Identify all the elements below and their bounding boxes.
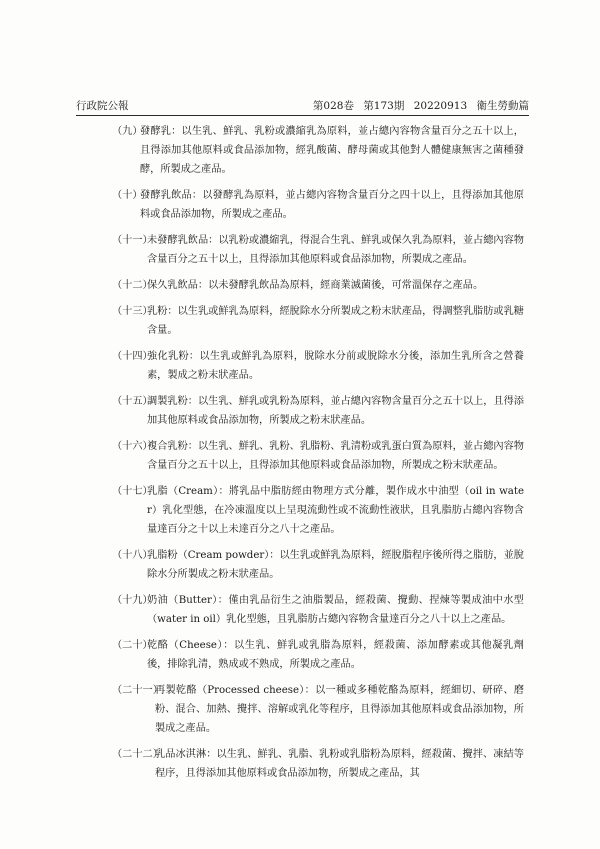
- item-text: 乳脂（Cream）：將乳品中脂肪經由物理方式分離，製作成水中油型（oil in water）乳化型態，在冷凍溫度以上呈現流動性或不流動性液狀，且乳脂肪占總內容物含量達百分之十以上未達百分之八十之產品。: [147, 486, 524, 535]
- list-item: [112, 302, 524, 340]
- list-item: [112, 347, 524, 385]
- item-number: （十）: [112, 190, 143, 201]
- item-text: 乳粉：以生乳或鮮乳為原料，經脫除水分所製成之粉末狀產品，得調整乳脂肪或乳糖含量。: [147, 306, 524, 336]
- item-number: （十三）: [112, 306, 153, 317]
- publication-name: 行政院公報: [76, 100, 129, 112]
- volume-number: 第028卷: [312, 100, 354, 112]
- item-number: （十九）: [112, 595, 153, 606]
- issue-info: [307, 99, 529, 113]
- item-number: （十六）: [112, 441, 153, 452]
- item-number: （十七）: [112, 486, 153, 497]
- list-item: [112, 482, 524, 539]
- list-item: [112, 231, 524, 269]
- list-item: [112, 636, 524, 674]
- list-item: [112, 276, 524, 295]
- item-number: （十四）: [112, 351, 153, 362]
- item-number: （十八）: [112, 550, 153, 561]
- list-item: [112, 745, 524, 783]
- list-item: [112, 392, 524, 430]
- item-number: （九）: [112, 126, 143, 137]
- list-item: [112, 437, 524, 475]
- item-number: （十五）: [112, 396, 153, 407]
- item-text: 乾酪（Cheese）：以生乳、鮮乳或乳脂為原料，經殺菌、添加酵素或其他凝乳劑後，排除乳清，熟成或不熟成，所製成之產品。: [147, 640, 524, 670]
- item-text: 再製乾酪（Processed cheese）：以一種或多種乾酪為原料，經細切、研碎、磨粉、混合、加熱、攪拌、溶解或乳化等程序，且得添加其他原料或食品添加物，所製成之產品。: [155, 685, 524, 734]
- list-item: [112, 591, 524, 629]
- list-item: [112, 681, 524, 738]
- issue-date: 20220913: [413, 100, 468, 112]
- item-number: （二十二）: [112, 749, 163, 760]
- page-header: [76, 99, 529, 116]
- item-number: （二十）: [112, 640, 153, 651]
- section-name: 衛生勞動篇: [476, 100, 529, 112]
- list-item: [112, 186, 524, 224]
- item-text: 奶油（Butter）：僅由乳品衍生之油脂製品，經殺菌、攪動、捏煉等製成油中水型（water in oil）乳化型態，且乳脂肪占總內容物含量達百分之八十以上之產品。: [147, 595, 524, 625]
- item-text: 複合乳粉：以生乳、鮮乳、乳粉、乳脂粉、乳清粉或乳蛋白質為原料，並占總內容物含量百分之五十以上，且得添加其他原料或食品添加物，所製成之粉末狀產品。: [147, 441, 524, 471]
- item-text: 發酵乳：以生乳、鮮乳、乳粉或濃縮乳為原料，並占總內容物含量百分之五十以上，且得添加其他原料或食品添加物，經乳酸菌、酵母菌或其他對人體健康無害之菌種發酵，所製成之產品。: [140, 126, 524, 175]
- item-number: （十一）: [112, 235, 153, 246]
- item-number: （十二）: [112, 280, 153, 291]
- item-text: 乳脂粉（Cream powder）：以生乳或鮮乳為原料，經脫脂程序後所得之脂肪，並脫除水分所製成之粉末狀產品。: [147, 550, 524, 580]
- item-text: 發酵乳飲品：以發酵乳為原料，並占總內容物含量百分之四十以上，且得添加其他原料或食品添加物，所製成之產品。: [140, 190, 524, 220]
- item-text: 未發酵乳飲品：以乳粉或濃縮乳，得混合生乳、鮮乳或保久乳為原料，並占總內容物含量百分之五十以上，且得添加其他原料或食品添加物，所製成之產品。: [147, 235, 524, 265]
- item-number: （二十一）: [112, 685, 163, 696]
- item-text: 調製乳粉：以生乳、鮮乳或乳粉為原料，並占總內容物含量百分之五十以上，且得添加其他原料或食品添加物，所製成之粉末狀產品。: [147, 396, 524, 426]
- list-item: [112, 122, 524, 179]
- list-item: [112, 546, 524, 584]
- issue-number: 第173期: [363, 100, 405, 112]
- item-text: 保久乳飲品：以未發酵乳飲品為原料，經商業滅菌後，可常溫保存之產品。: [147, 280, 484, 291]
- document-body: [112, 122, 524, 790]
- item-text: 強化乳粉：以生乳或鮮乳為原料，脫除水分前或脫除水分後，添加生乳所含之營養素，製成之粉末狀產品。: [147, 351, 524, 381]
- item-text: 乳品冰淇淋：以生乳、鮮乳、乳脂、乳粉或乳脂粉為原料，經殺菌、攪拌、凍結等程序，且得添加其他原料或食品添加物，所製成之產品，其: [155, 749, 524, 779]
